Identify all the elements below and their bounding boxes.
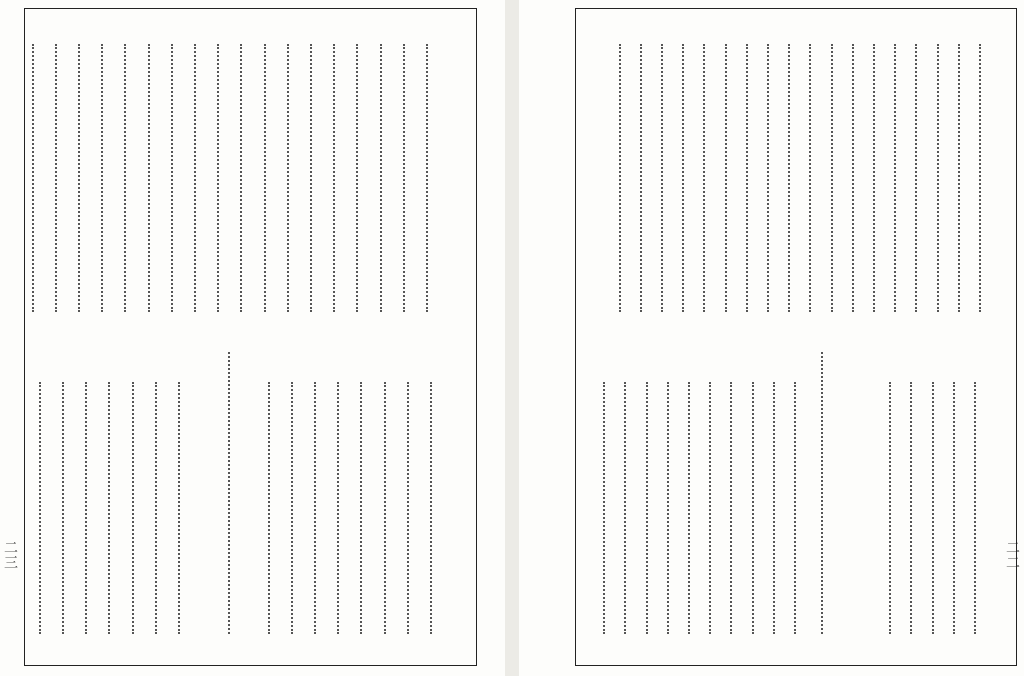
book-spine xyxy=(505,0,519,676)
leader-dots xyxy=(773,382,779,634)
leader-dots xyxy=(730,382,736,634)
leader-dots xyxy=(619,44,625,312)
leader-dots xyxy=(132,382,138,634)
leader-dots xyxy=(155,382,161,634)
leader-dots xyxy=(725,44,731,312)
leader-dots xyxy=(915,44,921,312)
leader-dots xyxy=(380,44,386,312)
leader-dots xyxy=(124,44,130,312)
leader-dots xyxy=(794,382,800,634)
leader-dots xyxy=(809,44,815,312)
leader-dots xyxy=(746,44,752,312)
leader-dots xyxy=(55,44,61,312)
leader-dots xyxy=(310,44,316,312)
leader-dots xyxy=(953,382,959,634)
leader-dots xyxy=(703,44,709,312)
leader-dots xyxy=(101,44,107,312)
leader-dots xyxy=(894,44,900,312)
leader-dots xyxy=(767,44,773,312)
leader-dots xyxy=(62,382,68,634)
leader-dots xyxy=(314,382,320,634)
leader-dots xyxy=(32,44,38,312)
leader-dots xyxy=(228,352,234,634)
leader-dots xyxy=(974,382,980,634)
leader-dots xyxy=(291,382,297,634)
leader-dots xyxy=(39,382,45,634)
leader-dots xyxy=(661,44,667,312)
leader-dots xyxy=(356,44,362,312)
left-page xyxy=(0,0,505,676)
leader-dots xyxy=(932,382,938,634)
leader-dots xyxy=(624,382,630,634)
leader-dots xyxy=(287,44,293,312)
leader-dots xyxy=(831,44,837,312)
right-page-folio: 二二 xyxy=(1004,540,1020,570)
leader-dots xyxy=(640,44,646,312)
leader-dots xyxy=(667,382,673,634)
right-page xyxy=(519,0,1024,676)
leader-dots xyxy=(426,44,432,312)
leader-dots xyxy=(333,44,339,312)
leader-dots xyxy=(821,352,827,634)
leader-dots xyxy=(682,44,688,312)
leader-dots xyxy=(217,44,223,312)
leader-dots xyxy=(194,44,200,312)
leader-dots xyxy=(268,382,274,634)
leader-dots xyxy=(337,382,343,634)
leader-dots xyxy=(889,382,895,634)
leader-dots xyxy=(852,44,858,312)
leader-dots xyxy=(688,382,694,634)
leader-dots xyxy=(171,44,177,312)
leader-dots xyxy=(384,382,390,634)
leader-dots xyxy=(264,44,270,312)
leader-dots xyxy=(108,382,114,634)
leader-dots xyxy=(430,382,436,634)
leader-dots xyxy=(910,382,916,634)
leader-dots xyxy=(360,382,366,634)
leader-dots xyxy=(603,382,609,634)
leader-dots xyxy=(958,44,964,312)
leader-dots xyxy=(148,44,154,312)
leader-dots xyxy=(240,44,246,312)
leader-dots xyxy=(937,44,943,312)
leader-dots xyxy=(752,382,758,634)
left-page-folio: 二三 xyxy=(2,540,18,570)
leader-dots xyxy=(178,382,184,634)
leader-dots xyxy=(646,382,652,634)
leader-dots xyxy=(788,44,794,312)
leader-dots xyxy=(85,382,91,634)
leader-dots xyxy=(78,44,84,312)
leader-dots xyxy=(709,382,715,634)
leader-dots xyxy=(407,382,413,634)
leader-dots xyxy=(403,44,409,312)
leader-dots xyxy=(979,44,985,312)
leader-dots xyxy=(873,44,879,312)
